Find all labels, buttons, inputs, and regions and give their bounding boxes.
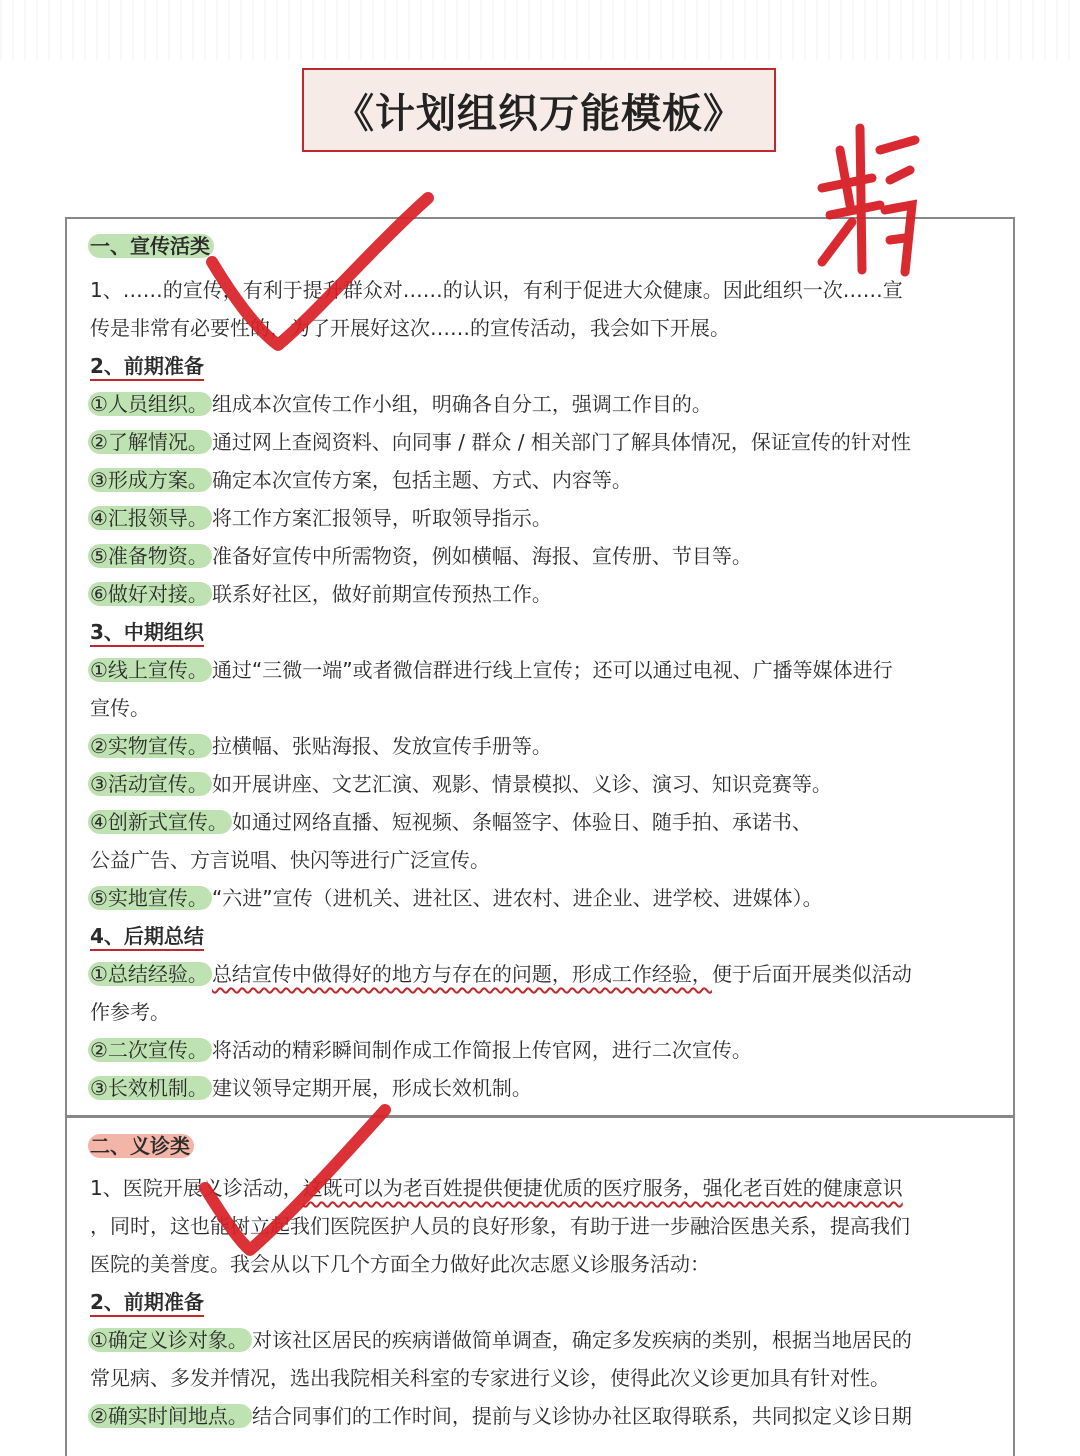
item-text: 便于后面开展类似活动 <box>711 962 912 986</box>
item-text: “六进”宣传（进机关、进社区、进农村、进企业、进学校、进媒体）。 <box>211 886 823 910</box>
section1-heading: 一、宣传活类 <box>88 234 214 258</box>
list-item <box>90 960 912 988</box>
item-tag: ①确定义诊对象。 <box>88 1328 252 1352</box>
list-item-continuation: 常见病、多发并情况，选出我院相关科室的专家进行义诊，使得此次义诊更加具有针对性。 <box>90 1366 890 1390</box>
item-text: 建议领导定期开展，形成长效机制。 <box>211 1076 532 1100</box>
item-tag: ①总结经验。 <box>88 962 212 986</box>
item-text: 确定本次宣传方案，包括主题、方式、内容等。 <box>211 468 632 492</box>
item-tag: ①线上宣传。 <box>88 658 212 682</box>
item-tag: ⑤实地宣传。 <box>88 886 212 910</box>
intro-text: 1、医院开展义诊活动， <box>90 1176 303 1200</box>
section2-prep-heading: 2、前期准备 <box>90 1290 204 1317</box>
item-text: 通过网上查阅资料、向同事 / 群众 / 相关部门了解具体情况，保证宣传的针对性 <box>211 430 911 454</box>
list-item <box>90 884 823 912</box>
list-item <box>90 808 812 836</box>
item-tag: ⑥做好对接。 <box>88 582 212 606</box>
section2-intro-line1 <box>90 1174 903 1202</box>
background-lines <box>0 0 1080 60</box>
item-tag: ④创新式宣传。 <box>88 810 232 834</box>
section1-intro-line1: 1、……的宣传，有利于提升群众对……的认识，有利于促进大众健康。因此组织一次……宣 <box>90 278 903 302</box>
item-text: 拉横幅、张贴海报、发放宣传手册等。 <box>211 734 552 758</box>
title-box <box>302 68 776 152</box>
item-text: 联系好社区，做好前期宣传预热工作。 <box>211 582 552 606</box>
list-item <box>90 732 552 760</box>
item-text: 将活动的精彩瞬间制作成工作简报上传官网，进行二次宣传。 <box>211 1038 752 1062</box>
section1-mid-row <box>90 618 204 646</box>
item-tag: ②实物宣传。 <box>88 734 212 758</box>
list-item <box>90 542 752 570</box>
section1-heading-row <box>90 232 214 260</box>
section2-prep-row <box>90 1288 204 1316</box>
item-text-underlined: 总结宣传中做得好的地方与存在的问题，形成工作经验， <box>211 962 712 986</box>
list-item <box>90 1036 752 1064</box>
list-item-continuation: 宣传。 <box>90 696 150 720</box>
item-text: 如通过网络直播、短视频、条幅签字、体验日、随手拍、承诺书、 <box>231 810 812 834</box>
list-item <box>90 390 712 418</box>
section2-heading: 二、义诊类 <box>88 1134 194 1158</box>
section1-prep-row <box>90 352 204 380</box>
list-item <box>90 428 911 456</box>
item-tag: ④汇报领导。 <box>88 506 212 530</box>
item-tag: ①人员组织。 <box>88 392 212 416</box>
intro-text-underlined: 这既可以为老百姓提供便捷优质的医疗服务，强化老百姓的健康意识 <box>302 1176 903 1200</box>
page-title: 《计划组织万能模板》 <box>334 90 744 137</box>
section2-intro-line3: 医院的美誉度。我会从以下几个方面全力做好此次志愿义诊服务活动： <box>90 1252 710 1276</box>
section1-prep-heading: 2、前期准备 <box>90 354 204 381</box>
section2-intro-line2: ，同时，这也能树立起我们医院医护人员的良好形象，有助于进一步融洽医患关系，提高我们 <box>90 1214 910 1238</box>
item-tag: ③活动宣传。 <box>88 772 212 796</box>
list-item <box>90 1326 912 1354</box>
list-item <box>90 504 552 532</box>
item-text: 准备好宣传中所需物资，例如横幅、海报、宣传册、节目等。 <box>211 544 752 568</box>
list-item <box>90 770 832 798</box>
section1-intro-line2: 传是非常有必要性的，为了开展好这次……的宣传活动，我会如下开展。 <box>90 316 730 340</box>
section2-heading-row <box>90 1132 194 1160</box>
item-tag: ②二次宣传。 <box>88 1038 212 1062</box>
item-text: 通过“三微一端”或者微信群进行线上宣传；还可以通过电视、广播等媒体进行 <box>211 658 893 682</box>
section1-post-row <box>90 922 204 950</box>
item-tag: ③长效机制。 <box>88 1076 212 1100</box>
list-item <box>90 580 552 608</box>
list-item <box>90 656 893 684</box>
list-item <box>90 1402 912 1430</box>
item-text: 将工作方案汇报领导，听取领导指示。 <box>211 506 552 530</box>
list-item-continuation: 公益广告、方言说唱、快闪等进行广泛宣传。 <box>90 848 490 872</box>
item-text: 对该社区居民的疾病谱做简单调查，确定多发疾病的类别，根据当地居民的 <box>251 1328 912 1352</box>
section1-mid-heading: 3、中期组织 <box>90 620 204 647</box>
list-item <box>90 466 632 494</box>
item-tag: ②确实时间地点。 <box>88 1404 252 1428</box>
item-tag: ③形成方案。 <box>88 468 212 492</box>
item-text: 组成本次宣传工作小组，明确各自分工，强调工作目的。 <box>211 392 712 416</box>
item-tag: ⑤准备物资。 <box>88 544 212 568</box>
section1-post-heading: 4、后期总结 <box>90 924 204 951</box>
list-item <box>90 1074 532 1102</box>
item-text: 如开展讲座、文艺汇演、观影、情景模拟、义诊、演习、知识竞赛等。 <box>211 772 832 796</box>
item-text: 结合同事们的工作时间，提前与义诊协办社区取得联系，共同拟定义诊日期 <box>251 1404 912 1428</box>
item-tag: ②了解情况。 <box>88 430 212 454</box>
list-item-continuation: 作参考。 <box>90 1000 170 1024</box>
